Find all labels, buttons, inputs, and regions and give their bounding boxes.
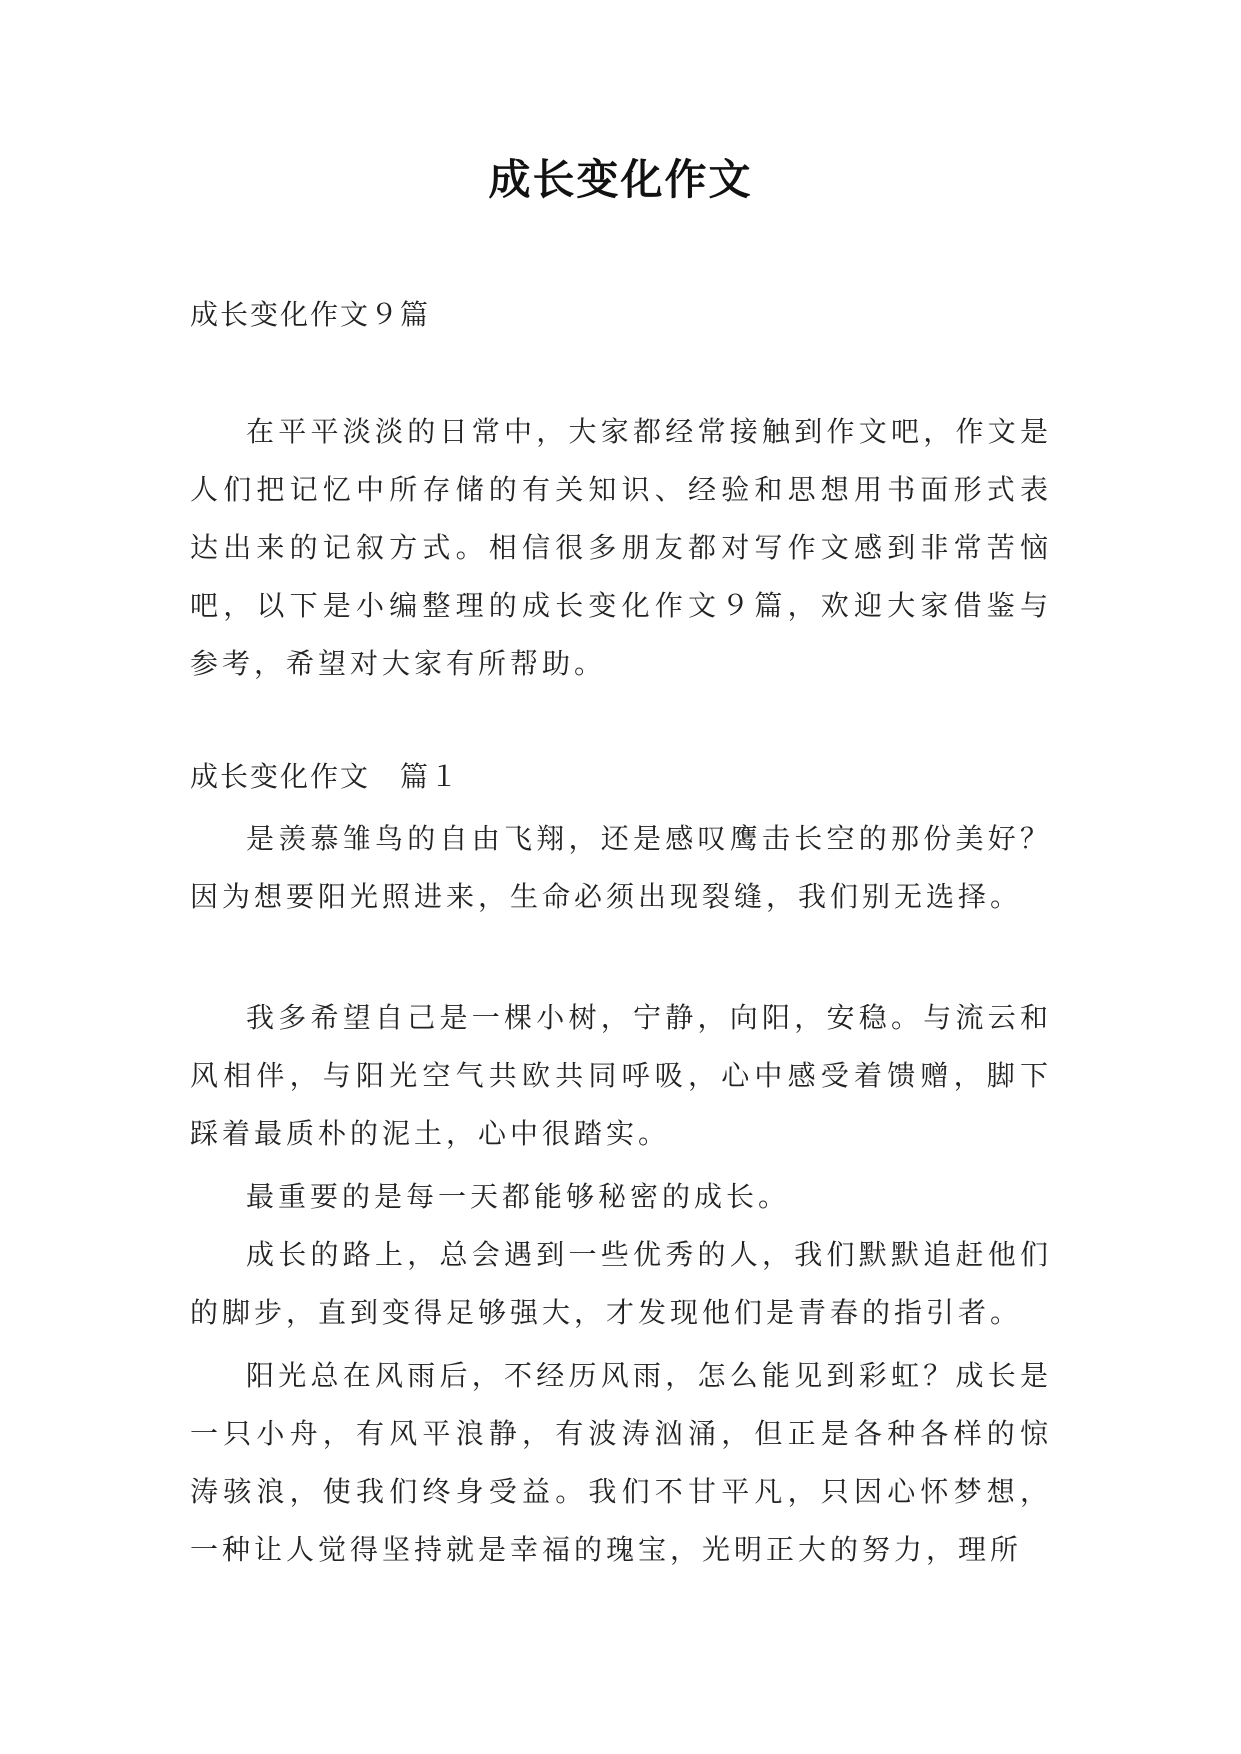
body-paragraph: 成长的路上，总会遇到一些优秀的人，我们默默追赶他们的脚步，直到变得足够强大，才发现他们是青春的指引者。 — [190, 1238, 1052, 1329]
section-heading: 成长变化作文 篇１ — [190, 760, 461, 793]
body-paragraph: 阳光总在风雨后，不经历风雨，怎么能见到彩虹？成长是一只小舟，有风平浪静，有波涛汹涌，但正是各种各样的惊涛骇浪，使我们终身受益。我们不甘平凡，只因心怀梦想，一种让人觉得坚持就是幸福的瑰宝，光明正大的努力，理所 — [190, 1359, 1052, 1566]
body-paragraph: 我多希望自己是一棵小树，宁静，向阳，安稳。与流云和风相伴，与阳光空气共欧共同呼吸，心中感受着馈赠，脚下踩着最质朴的泥土，心中很踏实。 — [190, 1001, 1052, 1150]
document-title: 成长变化作文 — [488, 155, 753, 204]
body-paragraph: 是羡慕雏鸟的自由飞翔，还是感叹鹰击长空的那份美好？因为想要阳光照进来，生命必须出现裂缝，我们别无选择。 — [190, 822, 1052, 913]
document-subtitle: 成长变化作文９篇 — [190, 298, 431, 331]
body-paragraph: 最重要的是每一天都能够秘密的成长。 — [246, 1180, 791, 1213]
intro-paragraph: 在平平淡淡的日常中，大家都经常接触到作文吧，作文是人们把记忆中所存储的有关知识、经验和思想用书面形式表达出来的记叙方式。相信很多朋友都对写作文感到非常苦恼吧，以下是小编整理的成长变化作文９篇，欢迎大家借鉴与参考，希望对大家有所帮助。 — [190, 415, 1052, 680]
